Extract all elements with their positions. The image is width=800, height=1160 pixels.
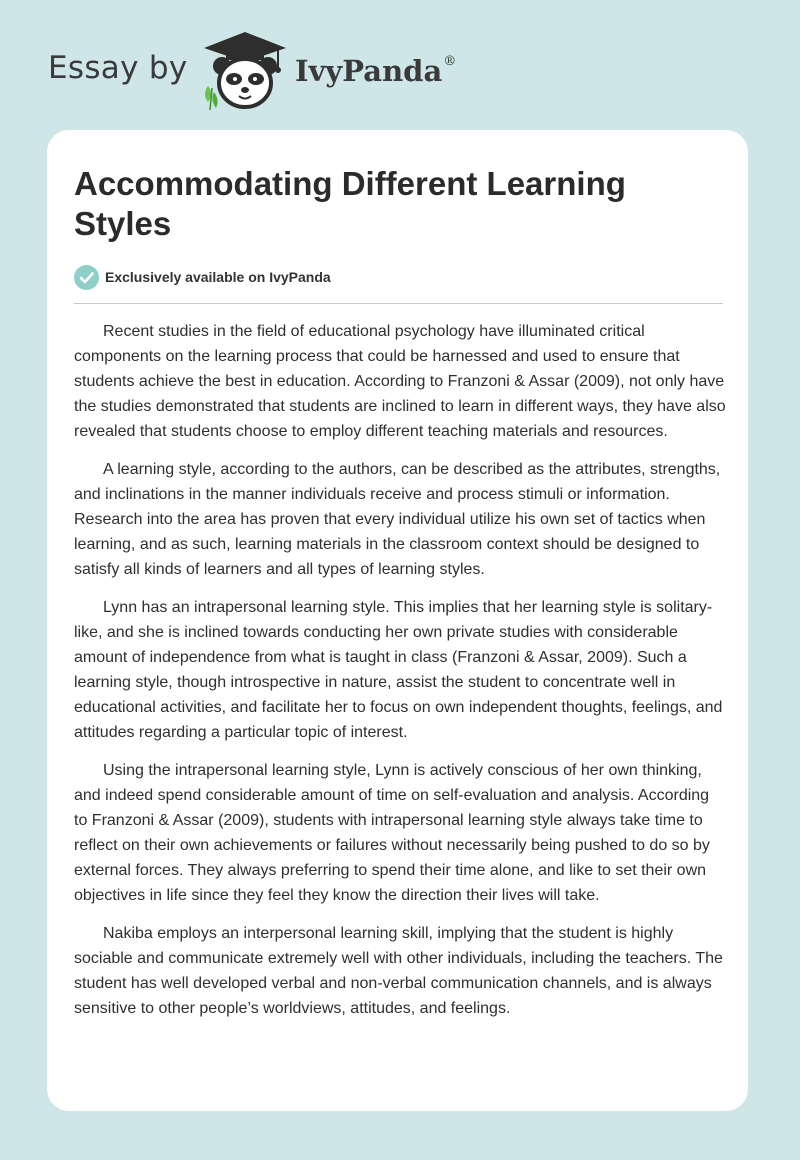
panda-graduate-icon[interactable] (200, 28, 290, 112)
essay-by-label: Essay by (48, 50, 188, 86)
exclusive-text: Exclusively available on IvyPanda (105, 269, 331, 285)
essay-body (74, 319, 726, 1034)
paragraph: Recent studies in the field of educational psychology have illuminated critical components on the learning process that could be harnessed and used to ensure that students achieve the best in education. According to Franzoni & Assar (2009), not only have the studies demonstrated that students are inclined to learn in different ways, they have also revealed that students choose to employ different teaching materials and resources. (74, 323, 726, 440)
check-circle-icon (74, 265, 99, 290)
brand-name[interactable] (295, 54, 456, 88)
essay-title: Accommodating Different Learning Styles (74, 165, 626, 242)
site-header (48, 28, 548, 118)
paragraph: A learning style, according to the authors, can be described as the attributes, strengths, and inclinations in the manner individuals receive and process stimuli or information. Research into the area has proven that every individual utilize his own set of tactics when learning, and as such, learning materials in the classroom context should be designed to satisfy all kinds of learners and all types of learning styles. (74, 461, 721, 578)
registered-mark: ® (443, 54, 457, 69)
paragraph: Nakiba employs an interpersonal learning skill, implying that the student is highly sociable and communicate extremely well with other individuals, including the teachers. The student has well developed verbal and non-verbal communication channels, and is always sensitive to other people’s worldviews, attitudes, and feelings. (74, 925, 723, 1017)
brand-name-text: IvyPanda (295, 54, 443, 88)
exclusive-badge (74, 264, 331, 290)
paragraph: Lynn has an intrapersonal learning style. This implies that her learning style is solitary-like, and she is inclined towards conducting her own private studies with considerable amount of independence from what is taught in class (Franzoni & Assar, 2009). Such a learning style, though introspective in nature, assist the student to concentrate well in educational activities, and facilitate her to focus on own independent thoughts, feelings, and attitudes regarding a particular topic of interest. (74, 599, 723, 741)
paragraph: Using the intrapersonal learning style, Lynn is actively conscious of her own thinking, and indeed spend considerable amount of time on self-evaluation and analysis. According to Franzoni & Assar (2009), students with intrapersonal learning style always take time to reflect on their own achievements or failures without necessarily being pushed to do so by external forces. They always preferring to spend their time alone, and like to set their own objectives in life since they feel they know the direction their lives will take. (74, 762, 710, 904)
divider (74, 303, 723, 304)
essay-card (47, 130, 748, 1111)
